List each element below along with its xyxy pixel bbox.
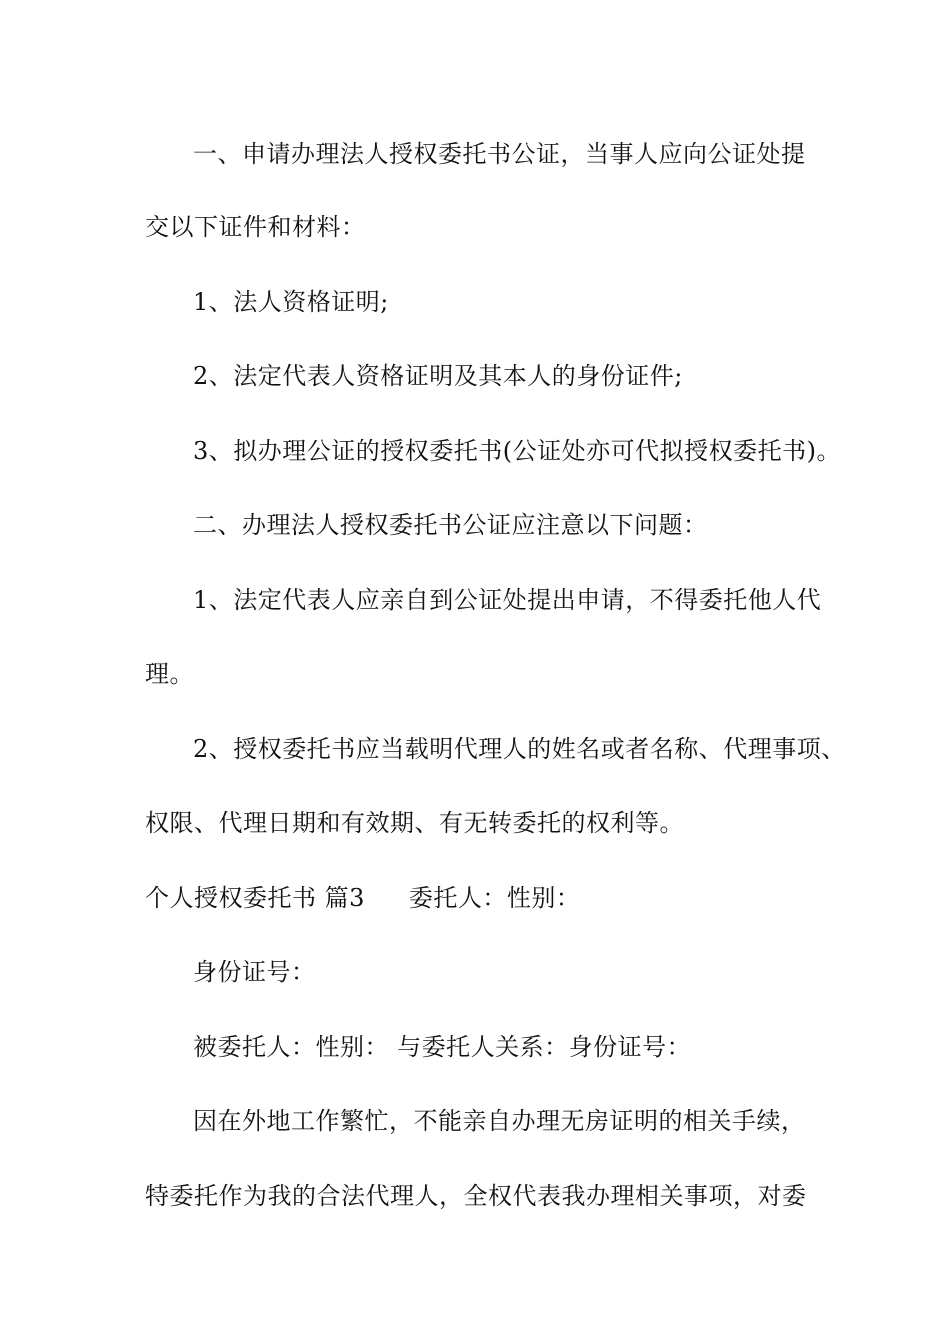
- paragraph-line: 理。: [145, 660, 194, 688]
- paragraph-line: 身份证号：: [193, 958, 316, 986]
- paragraph-line: 权限、代理日期和有效期、有无转委托的权利等。: [145, 809, 684, 837]
- paragraph-line: 被委托人：性别： 与委托人关系：身份证号：: [193, 1033, 692, 1061]
- paragraph-line: 一、申请办理法人授权委托书公证，当事人应向公证处提: [193, 140, 806, 168]
- paragraph-line: 3、拟办理公证的授权委托书(公证处亦可代拟授权委托书)。: [193, 437, 841, 465]
- paragraph-line: 因在外地工作繁忙，不能亲自办理无房证明的相关手续，: [193, 1107, 806, 1135]
- paragraph-line: 特委托作为我的合法代理人，全权代表我办理相关事项，对委: [145, 1182, 807, 1210]
- section-title-trailing: 委托人：性别：: [408, 884, 581, 912]
- paragraph-line: 1、法定代表人应亲自到公证处提出申请，不得委托他人代: [193, 586, 822, 614]
- paragraph-line: 交以下证件和材料：: [145, 213, 366, 241]
- paragraph-line: 1、法人资格证明;: [193, 288, 389, 316]
- paragraph-line: 2、法定代表人资格证明及其本人的身份证件;: [193, 362, 683, 390]
- section-title-line: [145, 883, 580, 913]
- paragraph-line: 二、办理法人授权委托书公证应注意以下问题：: [193, 511, 708, 539]
- paragraph-line: 2、授权委托书应当载明代理人的姓名或者名称、代理事项、: [193, 735, 846, 763]
- section-title: 个人授权委托书 篇3: [145, 884, 365, 912]
